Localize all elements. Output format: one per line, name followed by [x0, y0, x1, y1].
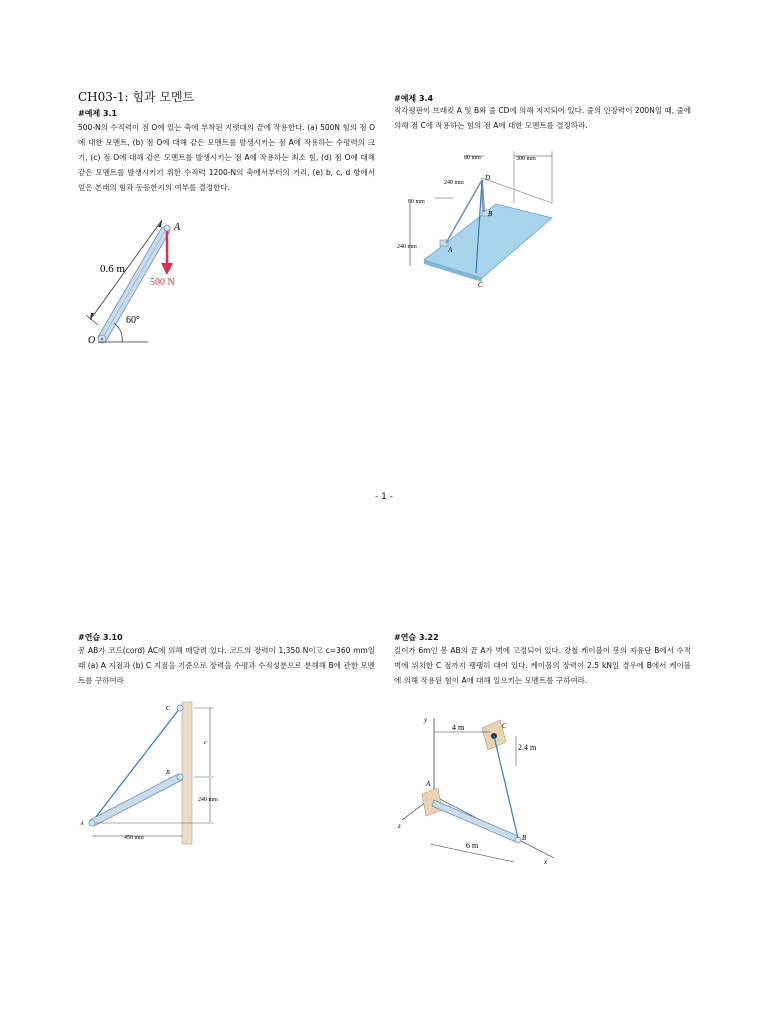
page-number: - 1 -	[375, 492, 393, 502]
dim-2-4m: 2.4 m	[518, 743, 537, 752]
page-title: CH03-1: 힘과 모멘트	[78, 90, 195, 104]
example-3-4-heading: #예제 3.4	[394, 94, 434, 103]
example-3-1-text: 500-N의 수직력이 점 O에 있는 축에 부착된 지렛대의 끝에 작용한다. (a) 500N 힘의 점 O에 대한 모멘트, (b) 점 O에 대해 같은 모멘트를 발생시키는 점 A에 작용하는 수평력의 크기, (c) 점 O에 대해 같은 모멘트를 발생시키는 점 A에 작용하는 최소 힘, (d) 점 O에 대해 같은 모멘트를 발생시키기 위한 수직력 1200-N의 축에서부터의 거리, (e) b, c, d 항에서 얻은 본래의 힘과 동등한지의 여부를 결정한다.	[78, 123, 375, 192]
lever-figure	[78, 215, 208, 350]
practice-3-10-heading: #연습 3.10	[78, 633, 123, 642]
axis-z: z	[398, 822, 401, 830]
practice-3-22-heading: #연습 3.22	[394, 633, 439, 642]
label-o: O	[88, 335, 96, 346]
dim-240-left: 240 mm	[397, 244, 417, 250]
label-b: B	[522, 834, 527, 842]
label-c: C	[502, 722, 507, 730]
label-c: C	[166, 706, 171, 712]
label-a: A	[426, 780, 431, 788]
dim-450: 450 mm	[124, 835, 144, 841]
example-3-4-text: 직각평판이 브래킷 A 및 B와 줄 CD에 의해 지지되어 있다. 줄의 인장력이 200N일 때, 줄에 의해 점 C에 작용하는 힘의 점 A에 대한 모멘트를 결정하라.	[394, 106, 691, 130]
label-c: C	[478, 281, 483, 289]
axis-y: y	[424, 716, 428, 724]
label-b: B	[166, 770, 170, 776]
example-3-1-heading: #예제 3.1	[78, 109, 118, 118]
label-a: A	[80, 821, 84, 827]
rod-cord-figure	[78, 698, 248, 846]
axis-x: x	[544, 858, 548, 866]
dim-80-left: 80 mm	[408, 199, 425, 205]
label-length: 0.6 m	[100, 263, 126, 275]
dim-6m: 6 m	[466, 841, 479, 850]
label-c-dim: c	[204, 740, 207, 746]
label-a: A	[448, 246, 453, 254]
label-d: D	[485, 174, 491, 182]
dim-240: 240 mm	[198, 797, 218, 803]
practice-3-22-text: 길이가 6m인 봉 AB의 끝 A가 벽에 고정되어 있다. 강철 케이블이 봉의 자유단 B에서 수직 벽에 위치한 C 점까지 팽팽히 대여 있다. 케이블의 장력이 2.5 kN일 경우에 B에서 케이블에 의해 작용된 힘이 A에 대해 일으키는 모멘트를 구하여라.	[394, 646, 691, 685]
practice-3-10-text: 봉 AB가 코드(cord) AC에 의해 매달려 있다. 코드의 장력이 1,350 N이고 c=360 mm일 때 (a) A 지점과 (b) C 지점을 기준으로 장력을 수평과 수직성분으로 분해해 B에 관한 모멘트를 구하여라	[78, 646, 375, 685]
dim-80-top: 80 mm	[464, 155, 481, 161]
plate-figure	[394, 148, 564, 290]
label-b: B	[488, 210, 493, 218]
label-angle: 60°	[126, 315, 140, 326]
label-a: A	[174, 222, 181, 233]
dim-300: 300 mm	[516, 156, 536, 162]
dim-240-top: 240 mm	[444, 180, 464, 186]
label-force: 500 N	[150, 277, 175, 288]
dim-4m: 4 m	[452, 723, 465, 732]
cantilever-figure	[394, 712, 564, 870]
